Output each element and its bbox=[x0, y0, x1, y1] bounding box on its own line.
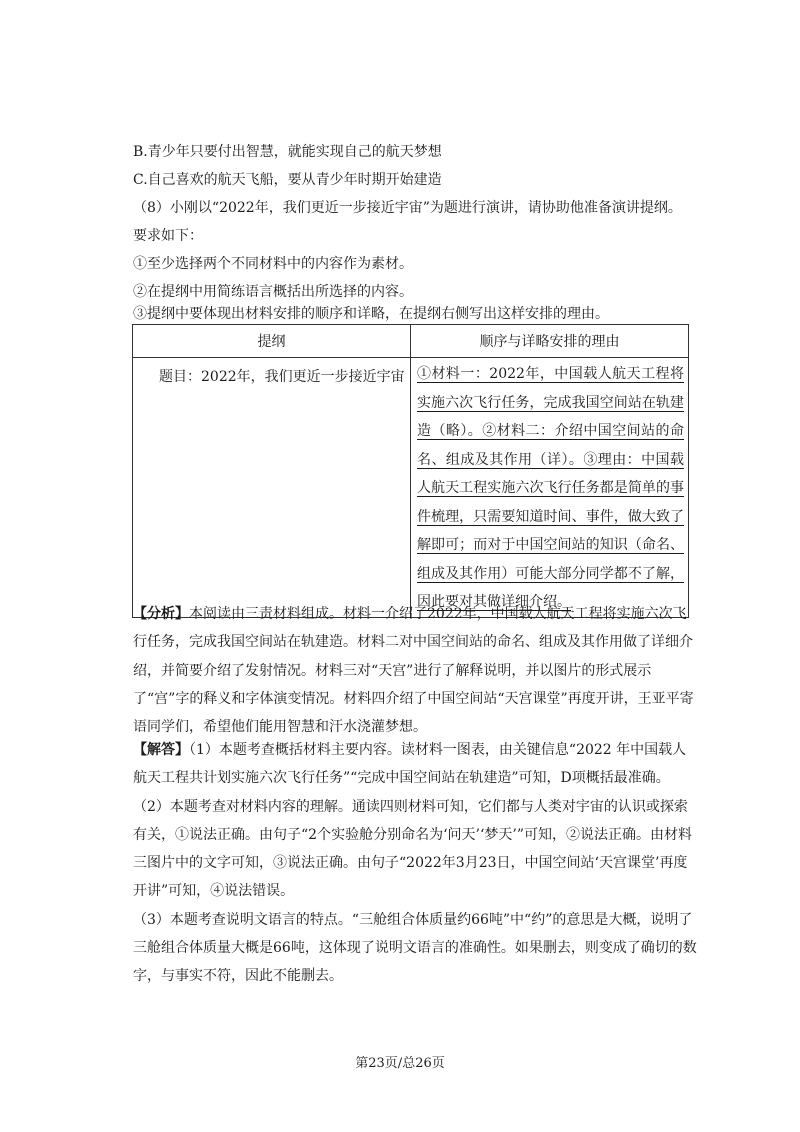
analysis-text: 本阅读由三责材料组成。材料一介绍了2022年，中国载人航天工程将实施六次飞行任务，完成我国空间站在轨建造。材料二对中国空间站的命名、组成及其作用做了详细介绍，并简要介绍了发射情况。材料三对“天宫”进行了解释说明，并以图片的形式展示了“宫”字的释义和字体演变情况。材料四介绍了中国空间站“天宫课堂”再度开讲，王亚平寄语同学们，希望他们能用智慧和汗水浇灌梦想。 bbox=[133, 606, 694, 736]
header-reason: 顺序与详略安排的理由 bbox=[411, 325, 689, 358]
page-number: 第23页/总26页 bbox=[355, 1056, 445, 1071]
answer-section bbox=[133, 736, 697, 991]
outline-topic: 题目：2022年，我们更近一步接近宇宙 bbox=[133, 358, 411, 618]
header-outline: 提纲 bbox=[133, 325, 411, 358]
answer-paragraph-1 bbox=[133, 736, 697, 793]
requirement-2: ②在提纲中用简练语言概括出所选择的内容。 bbox=[133, 284, 413, 300]
question-8-prompt: （8）小刚以“2022年，我们更近一步接近宇宙”为题进行演讲，请协助他准备演讲提纲。 bbox=[133, 200, 682, 216]
answer-text-1: （1）本题考查概括材料主要内容。读材料一图表，由关键信息“2022 年中国载人航天工程共计划实施六次飞行任务”“完成中国空间站在轨建造”可知，D项概括最准确。 bbox=[133, 742, 687, 787]
analysis-paragraph bbox=[133, 600, 697, 741]
option-c: C.自己喜欢的航天飞船，要从青少年时期开始建造 bbox=[133, 172, 442, 188]
answer-paragraph-3: （3）本题考查说明文语言的特点。“三舱组合体质量约66吨”中“约”的意思是大概，说明了三舱组合体质量大概是66吨，这体现了说明文语言的准确性。如果删去，则变成了确切的数字，与事实不符，因此不能删去。 bbox=[133, 911, 697, 985]
reason-text: ①材料一：2022年，中国载人航天工程将实施六次飞行任务，完成我国空间站在轨建造（略）。②材料二：介绍中国空间站的命名、组成及其作用（详）。③理由：中国载人航天工程实施六次飞行任务都是简单的事件梳理，只需要知道时间、事件，做大致了解即可；而对于中国空间站的知识（命名、组成及其作用）可能大部分同学都不了解，因此要对其做详细介绍。 bbox=[417, 366, 684, 610]
option-b: B.青少年只要付出智慧，就能实现自己的航天梦想 bbox=[133, 144, 442, 160]
requirements-heading: 要求如下： bbox=[133, 228, 203, 244]
outline-table bbox=[132, 324, 689, 618]
reason-cell bbox=[411, 358, 689, 618]
requirement-1: ①至少选择两个不同材料中的内容作为素材。 bbox=[133, 256, 413, 272]
analysis-section bbox=[133, 600, 697, 741]
analysis-label: 【分析】 bbox=[133, 606, 189, 622]
answer-paragraph-2: （2）本题考查对材料内容的理解。通读四则材料可知，它们都与人类对宇宙的认识或探索有关，①说法正确。由句子“2个实验舱分别命名为‘问天’‘梦天’”可知，②说法正确。由材料三图片中的文字可知，③说法正确。由句子“2022年3月23日，中国空间站‘天宫课堂’再度开讲”可知，④说法错误。 bbox=[133, 798, 693, 900]
requirement-3: ③提纲中要体现出材料安排的顺序和详略，在提纲右侧写出这样安排的理由。 bbox=[133, 306, 609, 322]
answer-label: 【解答】 bbox=[133, 742, 189, 758]
